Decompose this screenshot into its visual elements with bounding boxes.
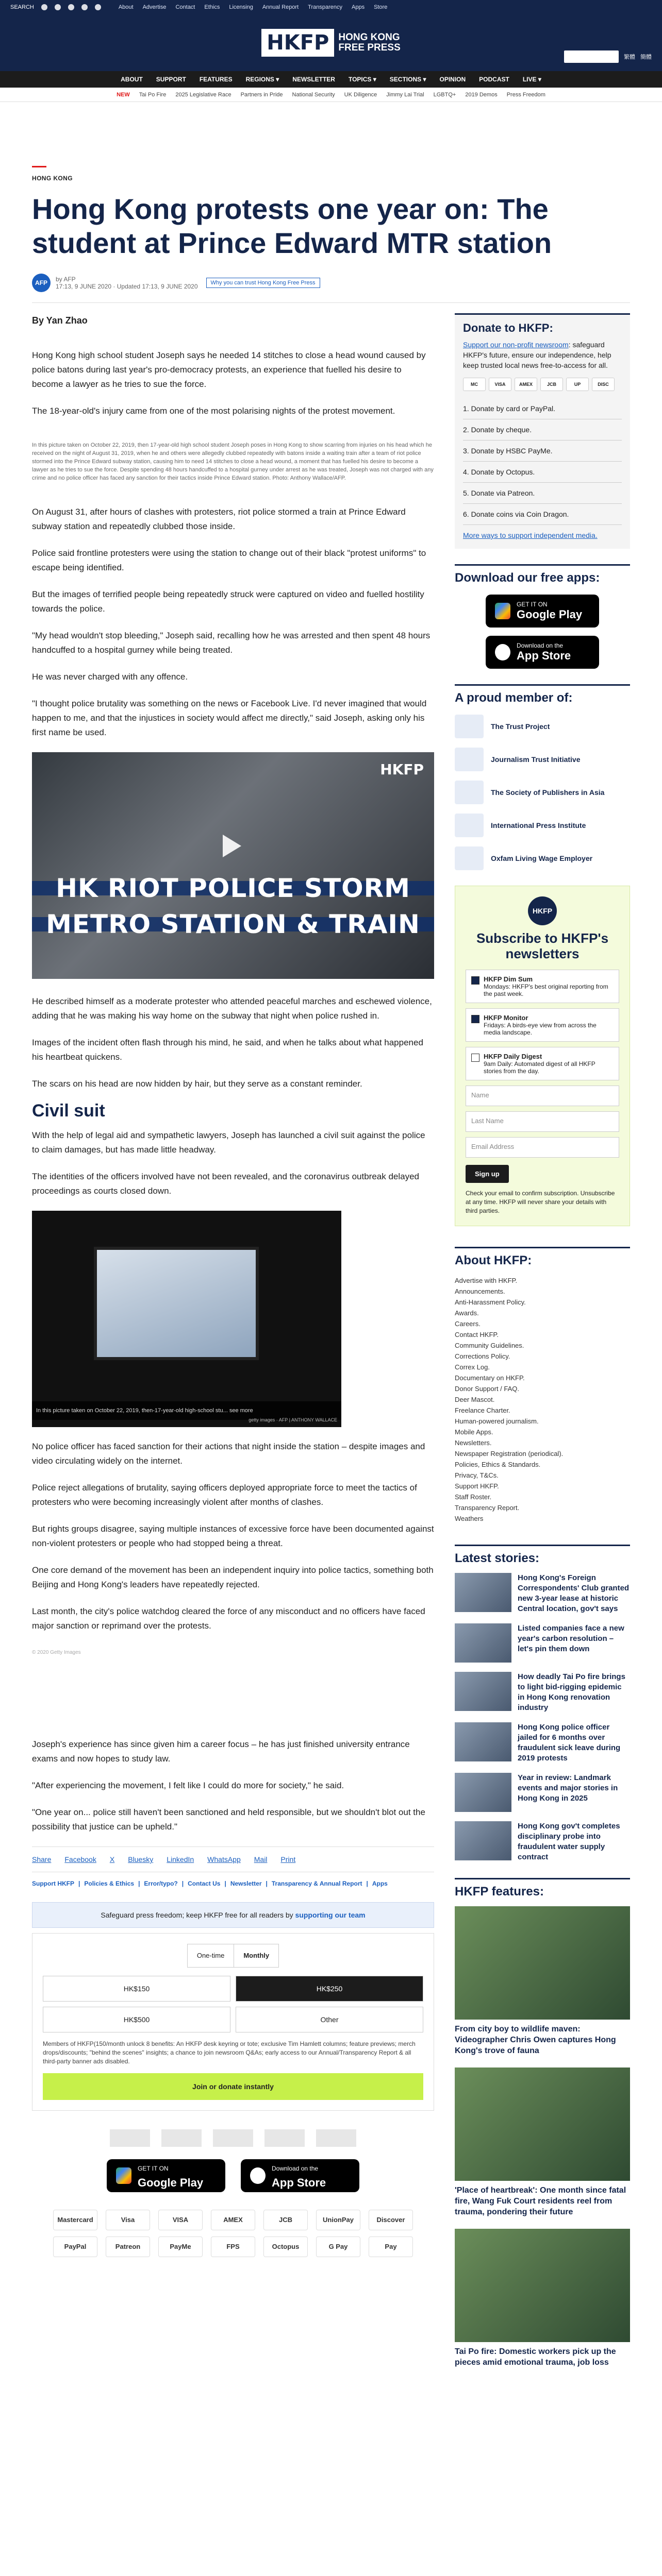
story-thumbnail — [455, 1623, 511, 1663]
latest-heading: Latest stories: — [455, 1545, 630, 1566]
about-link[interactable]: Donor Support / FAQ. — [455, 1385, 520, 1393]
about-link[interactable]: Support HKFP. — [455, 1482, 499, 1490]
donate-widget — [32, 1933, 434, 2111]
paragraph: One core demand of the movement has been an independent inquiry into police tactics, something both Beijing and Hong Kong's leaders have repeatedly rejected. — [32, 1565, 434, 1589]
donate-support-link[interactable]: Support our non-profit newsroom — [463, 341, 569, 349]
payment-logo: G Pay — [316, 2236, 360, 2257]
paragraph: "One year on... police still haven't been sanctioned and held responsible, but we shouldn't blot out the possibility that justice can be upheld." — [32, 1807, 425, 1832]
threads-icon[interactable] — [95, 4, 101, 10]
card-logo: MC — [463, 378, 486, 391]
paragraph: No police officer has faced sanction for their actions that night inside the station – despite images and video circulating widely on the internet. — [32, 1442, 425, 1466]
donate-method[interactable]: 3. Donate by HSBC PayMe. — [463, 440, 622, 462]
trending-item[interactable]: UK Diligence — [344, 91, 377, 98]
getty-embed[interactable] — [32, 1211, 341, 1427]
payment-logo: Visa — [106, 2210, 150, 2230]
top-link[interactable]: Licensing — [229, 4, 253, 10]
paragraph: The scars on his head are now hidden by hair, but they serve as a constant reminder. — [32, 1079, 362, 1089]
article-footer-links: Support HKFP | Policies & Ethics | Error/typo? | Contact Us | Newsletter | Transparency & Annual Report | Apps — [32, 1876, 434, 1891]
top-link[interactable]: Contact — [175, 4, 195, 10]
story-thumbnail — [455, 1821, 511, 1860]
paragraph: He was never charged with any offence. — [32, 672, 188, 682]
divider — [32, 302, 630, 303]
video-watermark: HKFP — [380, 761, 424, 778]
site-header — [0, 14, 662, 71]
nav-item[interactable]: PODCAST — [479, 76, 509, 83]
app-store-badge[interactable]: Download on the App Store — [486, 636, 599, 669]
apps-heading: Download our free apps: — [455, 564, 630, 585]
video-title-line: METRO STATION & TRAIN — [32, 917, 434, 931]
payment-logo: Octopus — [263, 2236, 308, 2257]
lang-simplified[interactable]: 簡體 — [640, 54, 652, 60]
latest-story[interactable]: Year in review: Landmark events and major stories in Hong Kong in 2025 — [455, 1773, 630, 1812]
tab-one-time[interactable]: One-time — [196, 1952, 225, 1959]
header-actions — [564, 50, 652, 63]
top-link[interactable]: Ethics — [204, 4, 220, 10]
photo-caption: In this picture taken on October 22, 2019, then 17-year-old high school student Joseph poses in Hong Kong to show scarring from injuries on his head which he received on the night of August 31, 2019, when he and others were allegedly clubbed repeatedly with batons inside a waiting train after a team of riot police stormed into the Prince Edward subway station, causing him to need 14 stitches to close a head wound, a moment that has fuelled his desire to become a lawyer as he tries to sue the force. Despite spending 48 hours handcuffed to a hospital gurney under arrest as he was treated, Joseph was not charged with any crime and no police officer has faced any sanction for their tactics inside Prince Edward station. Photo: Anthony Wallace/AFP. — [32, 442, 434, 481]
video-embed[interactable] — [32, 752, 434, 979]
trending-item[interactable]: LGBTQ+ — [433, 91, 456, 98]
donate-frequency-tabs — [187, 1944, 279, 1968]
about-link[interactable]: Announcements. — [455, 1287, 505, 1295]
footer-link[interactable]: Support HKFP — [32, 1880, 74, 1887]
share-whatsapp[interactable]: WhatsApp — [207, 1855, 241, 1863]
lang-traditional[interactable]: 繁體 — [624, 54, 635, 60]
payment-logo: PayMe — [158, 2236, 203, 2257]
play-icon[interactable] — [223, 835, 241, 857]
paragraph: But rights groups disagree, saying multiple instances of excessive force have been documented against non-violent protesters or people who had stopped being a threat. — [32, 1524, 434, 1548]
top-link[interactable]: Transparency — [308, 4, 342, 10]
signup-button[interactable]: Sign up — [466, 1165, 509, 1183]
article-title: Hong Kong protests one year on: The student at Prince Edward MTR station — [32, 193, 552, 259]
trending-item[interactable]: 2019 Demos — [465, 91, 498, 98]
footer-link[interactable]: Policies & Ethics — [84, 1880, 135, 1887]
trending-item[interactable]: Partners in Pride — [240, 91, 283, 98]
card-logo: JCB — [540, 378, 563, 391]
paragraph: Last month, the city's police watchdog cleared the force of any misconduct and no officers have faced major sanction or reprimand over the protests. — [32, 1606, 425, 1631]
member-item[interactable]: The Trust Project — [455, 715, 630, 738]
trending-new-badge: NEW — [117, 91, 130, 98]
paragraph: Police reject allegations of brutality, saying officers deployed appropriate force to meet the tactics of protesters who were becoming increasingly violent after months of clashes. — [32, 1483, 417, 1507]
about-link[interactable]: Privacy, T&Cs. — [455, 1471, 499, 1479]
about-heading: About HKFP: — [455, 1247, 630, 1268]
nav-item[interactable]: TOPICS ▾ — [348, 76, 376, 83]
nav-item[interactable]: NEWSLETTER — [292, 76, 335, 83]
payment-logo: FPS — [211, 2236, 255, 2257]
card-logo: UP — [566, 378, 589, 391]
amount-option[interactable]: HK$500 — [43, 2007, 230, 2032]
nav-item[interactable]: SUPPORT — [156, 76, 186, 83]
about-links — [455, 1275, 630, 1524]
donate-panel — [455, 313, 630, 549]
feature-story[interactable]: Tai Po fire: Domestic workers pick up the pieces amid emotional trauma, job loss — [455, 2229, 630, 2368]
payment-logo: Discover — [369, 2210, 413, 2230]
newsletter-option-monitor[interactable]: HKFP Monitor Fridays: A birds-eye view from across the media landscape. — [466, 1008, 619, 1042]
paragraph: Police said frontline protesters were using the station to change out of their black "protest uniforms" to escape being identified. — [32, 548, 426, 572]
nav-item[interactable]: REGIONS ▾ — [245, 76, 279, 83]
member-logos-row — [32, 2129, 434, 2147]
story-thumbnail — [455, 1773, 511, 1812]
paragraph: He described himself as a moderate protester who attended peaceful marches and eschewed violence, adding that he was making his way home on the subway that night when police rushed in. — [32, 996, 432, 1021]
article-category[interactable]: HONG KONG — [32, 175, 73, 182]
top-link[interactable]: Store — [374, 4, 388, 10]
more-ways-link[interactable]: More ways to support independent media. — [463, 531, 598, 539]
tab-monthly[interactable]: Monthly — [234, 1944, 278, 1967]
section-heading: Civil suit — [32, 1101, 105, 1121]
footer-link[interactable]: Apps — [372, 1880, 388, 1887]
footer-link[interactable]: Contact Us — [188, 1880, 221, 1887]
paragraph: But the images of terrified people being repeatedly struck were captured on video and fuelled hostility towards the police. — [32, 589, 424, 614]
about-link[interactable]: Contact HKFP. — [455, 1331, 499, 1338]
top-link[interactable]: Advertise — [142, 4, 167, 10]
about-link[interactable]: Newspaper Registration (periodical). — [455, 1450, 564, 1458]
nav-item[interactable]: ABOUT — [121, 76, 143, 83]
about-link[interactable]: Advertise with HKFP. — [455, 1277, 518, 1284]
feature-image — [455, 2067, 630, 2181]
donate-title: Donate to HKFP: — [463, 321, 553, 334]
kicker-rule — [32, 166, 46, 167]
payment-logo: PayPal — [53, 2236, 97, 2257]
article-body — [32, 313, 434, 2379]
oxfam-logo — [455, 846, 484, 870]
paragraph: "I thought police brutality was something on the news or Facebook Live. I'd never imagined that would happen to me, and that the injustices in society would affect me directly," said Joseph, asking only his first name be used. — [32, 699, 427, 737]
trust-project-logo — [455, 715, 484, 738]
trending-item[interactable]: National Security — [292, 91, 335, 98]
latest-story[interactable]: Hong Kong's Foreign Correspondents' Club granted new 3-year lease at historic Central location, gov't says — [455, 1573, 630, 1614]
logo-name: HONG KONG FREE PRESS — [338, 32, 401, 53]
laptop-screen — [94, 1247, 259, 1360]
member-item[interactable]: International Press Institute — [455, 814, 630, 837]
join-button[interactable]: Join or donate instantly — [43, 2073, 423, 2100]
paragraph: "After experiencing the movement, I felt like I could do more for society," he said. — [32, 1781, 344, 1790]
paragraph: Images of the incident often flash through his mind, he said, and when he talks about what happened his heartbeat quickens. — [32, 1038, 423, 1062]
member-heading: A proud member of: — [455, 684, 630, 705]
donate-method[interactable]: 5. Donate via Patreon. — [463, 483, 622, 504]
card-logos — [463, 378, 622, 391]
payment-logo: Pay — [369, 2236, 413, 2257]
trending-bar — [0, 88, 662, 102]
paragraph: The 18-year-old's injury came from one of the most polarising nights of the protest movement. — [32, 406, 395, 416]
about-link[interactable]: Policies, Ethics & Standards. — [455, 1461, 541, 1468]
last-name-input[interactable]: Last Name — [466, 1111, 619, 1132]
share-link[interactable]: Share — [32, 1855, 52, 1863]
card-logo: DISC — [592, 378, 615, 391]
about-link[interactable]: Weathers — [455, 1515, 484, 1522]
x-icon[interactable] — [55, 4, 61, 10]
top-link[interactable]: About — [118, 4, 134, 10]
feature-image — [455, 1906, 630, 2020]
payment-logo: JCB — [263, 2210, 308, 2230]
feature-image — [455, 2229, 630, 2342]
share-x[interactable]: X — [109, 1855, 115, 1863]
share-mail[interactable]: Mail — [254, 1855, 268, 1863]
trending-item[interactable]: Press Freedom — [506, 91, 545, 98]
latest-story[interactable]: Listed companies face a new year's carbon resolution – let's pin them down — [455, 1623, 630, 1663]
share-linkedin[interactable]: LinkedIn — [167, 1855, 194, 1863]
video-title-line: HK RIOT POLICE STORM — [32, 881, 434, 895]
member-logo[interactable] — [316, 2129, 356, 2147]
getty-credit: getty images · AFP | ANTHONY WALLACE — [249, 1417, 337, 1422]
instagram-icon[interactable] — [68, 4, 74, 10]
byline-text: by AFP 17:13, 9 JUNE 2020 · Updated 17:13, 9 JUNE 2020 — [56, 276, 198, 290]
member-logo[interactable] — [161, 2129, 202, 2147]
card-logo: VISA — [489, 378, 511, 391]
about-link[interactable]: Newsletters. — [455, 1439, 492, 1447]
member-item[interactable]: The Society of Publishers in Asia — [455, 781, 630, 804]
newsletter-option-digest[interactable]: HKFP Daily Digest 9am Daily: Automated digest of all HKFP stories from the day. — [466, 1047, 619, 1080]
paragraph: "My head wouldn't stop bleeding," Joseph said, recalling how he was arrested and then spent 48 hours handcuffed to a hospital gurney while being treated. — [32, 631, 431, 655]
about-link[interactable]: Careers. — [455, 1320, 481, 1328]
name-input[interactable]: Name — [466, 1086, 619, 1106]
sidebar-store-badges — [455, 595, 630, 669]
share-print[interactable]: Print — [280, 1855, 296, 1863]
donate-intro: Support our non-profit newsroom: safeguard HKFP's future, ensure our independence, help keep trusted local news free-to-access for all. — [463, 341, 611, 369]
newsletter-title: Subscribe to HKFP's newsletters — [476, 930, 609, 961]
footer-link[interactable]: Transparency & Annual Report — [271, 1880, 362, 1887]
jti-logo — [455, 748, 484, 771]
story-thumbnail — [455, 1573, 511, 1612]
footer-link[interactable]: Newsletter — [230, 1880, 262, 1887]
paragraph: The identities of the officers involved have not been revealed, and the coronavirus outbreak delayed proceedings as courts closed down. — [32, 1172, 420, 1196]
article-author: By Yan Zhao — [32, 315, 88, 326]
about-link[interactable]: Deer Mascot. — [455, 1396, 495, 1403]
trust-link[interactable]: Why you can trust Hong Kong Free Press — [206, 278, 320, 288]
sidebar — [455, 313, 630, 2379]
nav-item[interactable]: FEATURES — [199, 76, 233, 83]
top-link[interactable]: Apps — [352, 4, 365, 10]
app-store-badge[interactable]: Download on the App Store — [241, 2159, 359, 2192]
story-thumbnail — [455, 1722, 511, 1761]
feature-story[interactable]: 'Place of heartbreak': One month since fatal fire, Wang Fuk Court residents reel from trauma, pondering their future — [455, 2067, 630, 2217]
support-team-link[interactable]: supporting our team — [295, 1911, 366, 1919]
trending-item[interactable]: Jimmy Lai Trial — [386, 91, 424, 98]
paragraph: On August 31, after hours of clashes with protesters, riot police stormed a train at Prince Edward subway station and repeatedly clubbed those inside. — [32, 507, 406, 531]
payment-logo: Patreon — [106, 2236, 150, 2257]
member-logo[interactable] — [110, 2129, 150, 2147]
features-heading: HKFP features: — [455, 1878, 630, 1899]
about-link[interactable]: Correx Log. — [455, 1363, 490, 1371]
share-bluesky[interactable]: Bluesky — [128, 1855, 154, 1863]
about-link[interactable]: Human-powered journalism. — [455, 1417, 539, 1425]
amount-option[interactable]: HK$150 — [43, 1976, 230, 2002]
about-link[interactable]: Corrections Policy. — [455, 1352, 510, 1360]
main-nav — [0, 71, 662, 88]
payment-logo: VISA — [158, 2210, 203, 2230]
top-link[interactable]: Annual Report — [262, 4, 299, 10]
about-link[interactable]: Documentary on HKFP. — [455, 1374, 525, 1382]
donate-amounts — [43, 1976, 423, 2032]
about-link[interactable]: Mobile Apps. — [455, 1428, 493, 1436]
membership-note: Members of HKFP(150/month unlock 8 benefits: An HKFP desk keyring or tote; exclusive Tim Hamlett columns; feature previews; merch drops/discounts; "behind the scenes" insights; a chance to join newsroom Q&As; early access to our Annual/Transparency Report & all third-party banner ads disabled. — [43, 2040, 416, 2065]
paragraph: Hong Kong high school student Joseph says he needed 14 stitches to close a head wound caused by police batons during last year's pro-democracy protests, an experience that fuelled his desire to become a lawyer as he tries to sue the force. — [32, 350, 426, 389]
newsletter-logo: HKFP — [528, 896, 557, 925]
latest-story[interactable]: How deadly Tai Po fire brings to light bid-rigging epidemic in Hong Kong renovation industry — [455, 1672, 630, 1713]
getty-caption[interactable]: In this picture taken on October 22, 2019, then-17-year-old high-school stu... see more — [32, 1401, 341, 1420]
payment-methods — [32, 2210, 434, 2257]
donate-methods — [463, 398, 622, 525]
amount-option-selected[interactable]: HK$250 — [236, 1976, 423, 2002]
member-item[interactable]: Journalism Trust Initiative — [455, 748, 630, 771]
about-link[interactable]: Community Guidelines. — [455, 1342, 524, 1349]
paragraph: Joseph's experience has since given him a career focus – he has just finished university entrance exams and now hopes to study law. — [32, 1739, 410, 1764]
latest-story[interactable]: Hong Kong gov't completes disciplinary probe into fraudulent water supply contract — [455, 1821, 630, 1862]
about-link[interactable]: Anti-Harassment Policy. — [455, 1298, 526, 1306]
sopa-logo — [455, 781, 484, 804]
site-logo[interactable] — [261, 29, 401, 57]
paragraph: With the help of legal aid and sympathetic lawyers, Joseph has launched a civil suit against the police to claim damages, but has made little headway. — [32, 1130, 425, 1155]
newsletter-panel — [455, 886, 630, 1226]
embed-credit: © 2020 Getty Images — [32, 1650, 81, 1655]
donate-method[interactable]: 6. Donate coins via Coin Dragon. — [463, 504, 622, 525]
top-bar — [0, 0, 662, 14]
search-link[interactable]: SEARCH — [10, 4, 34, 10]
feature-story[interactable]: From city boy to wildlife maven: Videographer Chris Owen captures Hong Kong's trove of fauna — [455, 1906, 630, 2056]
payment-logo: Mastercard — [53, 2210, 97, 2230]
payment-logo: UnionPay — [316, 2210, 360, 2230]
amount-option[interactable]: Other — [236, 2007, 423, 2032]
top-links — [119, 4, 388, 10]
about-link[interactable]: Transparency Report. — [455, 1504, 520, 1512]
nav-item[interactable]: LIVE ▾ — [522, 76, 541, 83]
nav-item[interactable]: SECTIONS ▾ — [389, 76, 426, 83]
payment-logo: AMEX — [211, 2210, 255, 2230]
nav-item[interactable]: OPINION — [439, 76, 466, 83]
youtube-icon[interactable] — [81, 4, 88, 10]
donate-method[interactable]: 4. Donate by Octopus. — [463, 462, 622, 483]
facebook-icon[interactable] — [41, 4, 47, 10]
member-logo[interactable] — [213, 2129, 253, 2147]
story-thumbnail — [455, 1672, 511, 1711]
trending-item[interactable]: 2025 Legislative Race — [175, 91, 231, 98]
newsletter-note: Check your email to confirm subscription. Unsubscribe at any time. HKFP will never share your details with third parties. — [466, 1190, 615, 1214]
donate-method[interactable]: 2. Donate by cheque. — [463, 419, 622, 440]
author-avatar[interactable]: AFP — [32, 274, 51, 292]
member-logo[interactable] — [264, 2129, 305, 2147]
donate-banner: Safeguard press freedom; keep HKFP free for all readers by supporting our team — [32, 1902, 434, 1928]
about-link[interactable]: Awards. — [455, 1309, 479, 1317]
about-link[interactable]: Staff Roster. — [455, 1493, 492, 1501]
footer-link[interactable]: Error/typo? — [144, 1880, 178, 1887]
card-logo: AMEX — [515, 378, 537, 391]
donate-method[interactable]: 1. Donate by card or PayPal. — [463, 398, 622, 419]
logo-mark: HKFP — [261, 29, 334, 57]
byline — [32, 274, 630, 292]
google-play-badge[interactable]: GET IT ON Google Play — [486, 595, 599, 628]
ipi-logo — [455, 814, 484, 837]
email-input[interactable]: Email Address — [466, 1137, 619, 1158]
share-bar — [32, 1846, 434, 1872]
newsletter-option-dimsum[interactable]: HKFP Dim Sum Mondays: HKFP's best original reporting from the past week. — [466, 970, 619, 1003]
member-item[interactable]: Oxfam Living Wage Employer — [455, 846, 630, 870]
app-store-row — [32, 2159, 434, 2192]
share-facebook[interactable]: Facebook — [64, 1855, 96, 1863]
trending-item[interactable]: Tai Po Fire — [139, 91, 167, 98]
support-button[interactable]: SUPPORT HKFP — [564, 50, 619, 63]
google-play-badge[interactable]: GET IT ON Google Play — [107, 2159, 225, 2192]
latest-story[interactable]: Hong Kong police officer jailed for 6 months over fraudulent sick leave during 2019 protests — [455, 1722, 630, 1764]
about-link[interactable]: Freelance Charter. — [455, 1406, 510, 1414]
